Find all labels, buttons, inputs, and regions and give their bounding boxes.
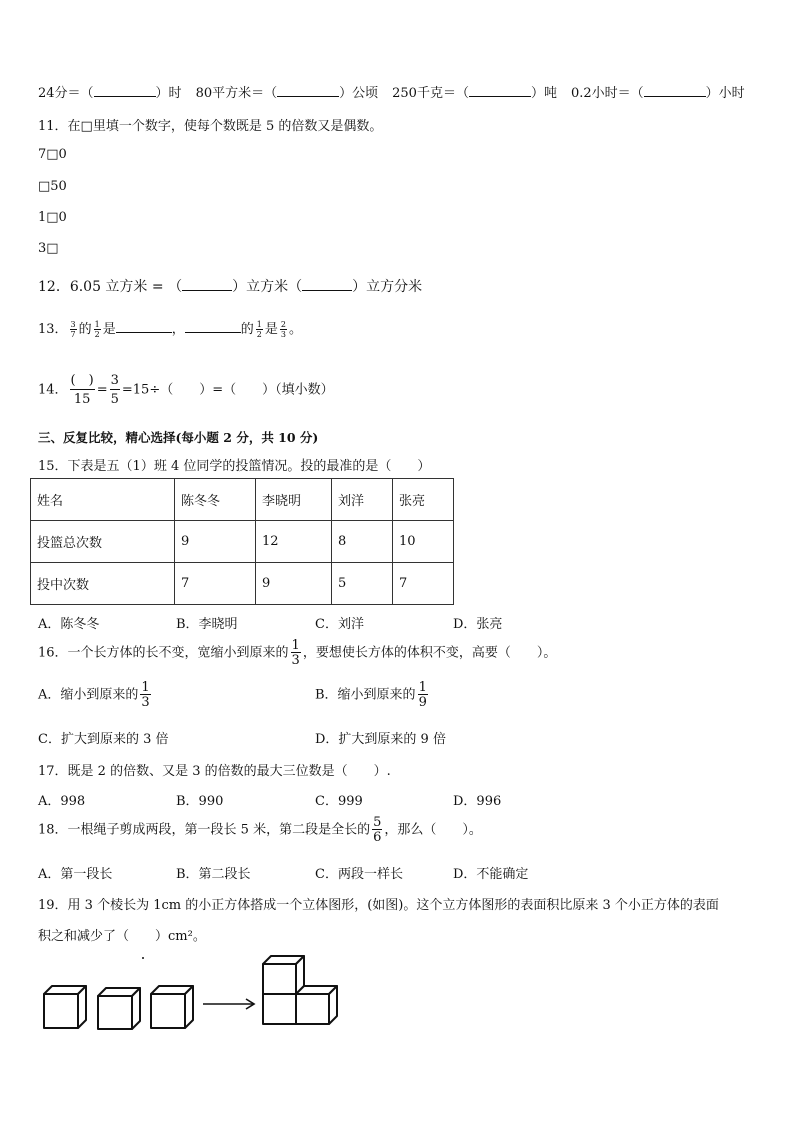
table-cell: 8 (332, 521, 393, 563)
option-b[interactable]: B．第二段长 (176, 867, 251, 882)
question-11: 11．在□里填一个数字，使每个数既是 5 的倍数又是偶数。 (38, 119, 383, 134)
fraction: $\frac{1}{2}$ (256, 319, 262, 339)
answer-blank[interactable] (185, 332, 241, 333)
answer-blank[interactable] (302, 290, 352, 291)
option-b[interactable]: B．990 (176, 794, 224, 809)
question-15: 15．下表是五（1）班 4 位同学的投篮情况。投的最准的是（ ） (38, 459, 431, 474)
q13-text: 是 (102, 322, 116, 337)
option-d[interactable]: D．996 (453, 794, 502, 809)
option-b[interactable]: B．李晓明 (176, 617, 238, 632)
table-cell: 投篮总次数 (31, 521, 175, 563)
q18-text-end: ，那么（ ）。 (384, 822, 482, 838)
option-a[interactable]: A．998 (38, 794, 86, 809)
question-12 (38, 276, 422, 296)
option-a[interactable] (38, 681, 153, 709)
option-a[interactable]: A．陈冬冬 (38, 617, 100, 632)
fraction: $\frac{1}{3}$ (291, 638, 300, 668)
q16-text: 16．一个长方体的长不变，宽缩小到原来的 (38, 645, 289, 661)
question-14 (38, 374, 334, 406)
q13-number: 13． (38, 322, 68, 337)
option-c[interactable]: C．扩大到原来的 3 倍 (38, 732, 169, 747)
fraction: $\frac{3}{7}$ (70, 319, 76, 339)
answer-blank[interactable] (644, 96, 706, 97)
conv-hours-unit: ）时 (155, 86, 182, 101)
answer-blank[interactable] (182, 290, 232, 291)
table-cell: 7 (175, 563, 256, 605)
conv-weight-label: 250千克＝（ (392, 86, 469, 101)
shooting-table (30, 478, 454, 605)
option-c[interactable]: C．两段一样长 (315, 867, 403, 882)
equals-sign: = (96, 382, 108, 398)
question-19: 19．用 3 个棱长为 1cm 的小正方体搭成一个立体图形，(如图)。这个立方体图形的表面积比原来 3 个小正方体的表面 (38, 898, 719, 913)
fraction: $\frac{1}{3}$ (141, 680, 150, 710)
table-row (31, 479, 454, 521)
question-17: 17．既是 2 的倍数、又是 3 的倍数的最大三位数是（ ）. (38, 764, 391, 779)
answer-blank[interactable] (116, 332, 172, 333)
fraction: $\frac{1}{2}$ (94, 319, 100, 339)
q16-text-end: ，要想使长方体的体积不变，高要（ ）。 (302, 645, 557, 661)
dot-mark (142, 957, 144, 959)
fraction: $\frac{1}{9}$ (418, 680, 427, 710)
q13-text: 的 (78, 322, 92, 337)
q11-item: □50 (38, 179, 67, 194)
option-d[interactable]: D．张亮 (453, 617, 503, 632)
table-cell: 12 (256, 521, 332, 563)
option-d[interactable]: D．扩大到原来的 9 倍 (315, 732, 446, 747)
q18-text: 18．一根绳子剪成两段，第一段长 5 米，第二段是全长的 (38, 822, 371, 838)
option-a[interactable]: A．第一段长 (38, 867, 113, 882)
conv-area-label: 80平方米＝（ (195, 86, 278, 101)
fraction: $\frac{2}{3}$ (280, 319, 286, 339)
section-heading: 三、反复比较，精心选择(每小题 2 分，共 10 分) (38, 430, 319, 445)
table-cell: 5 (332, 563, 393, 605)
q13-text: 的 (240, 322, 254, 337)
table-cell: 张亮 (393, 479, 454, 521)
combined-cubes-icon (263, 956, 337, 1024)
cube-icon (44, 986, 86, 1028)
table-cell: 9 (175, 521, 256, 563)
q12-text: 12．6.05 立方米 = （ (38, 279, 183, 295)
conversion-line (38, 82, 745, 101)
q11-item: 7□0 (38, 147, 67, 162)
fraction: $\frac{3}{5}$ (110, 373, 119, 407)
q13-text: 是 (264, 322, 278, 337)
table-cell: 姓名 (31, 479, 175, 521)
table-cell: 刘洋 (332, 479, 393, 521)
option-b[interactable] (315, 681, 430, 709)
conv-time-unit: ）小时 (705, 86, 745, 101)
fraction: $\frac{5}{6}$ (373, 815, 382, 845)
option-label: B．缩小到原来的 (315, 687, 416, 703)
question-18 (38, 816, 482, 844)
q11-item: 1□0 (38, 210, 67, 225)
q14-text: =15÷（ ）=（ ）（填小数） (121, 382, 334, 398)
table-cell: 陈冬冬 (175, 479, 256, 521)
option-d[interactable]: D．不能确定 (453, 867, 529, 882)
table-row (31, 521, 454, 563)
table-cell: 投中次数 (31, 563, 175, 605)
q11-item: 3□ (38, 241, 59, 256)
option-label: A．缩小到原来的 (38, 687, 139, 703)
table-cell: 7 (393, 563, 454, 605)
cube-icon (151, 986, 193, 1028)
table-cell: 10 (393, 521, 454, 563)
answer-blank[interactable] (277, 96, 339, 97)
fraction: $\frac{( )}{15}$ (70, 373, 94, 407)
question-19-cont: 积之和减少了（ ）cm²。 (38, 929, 206, 944)
conv-hours-label: 24分＝（ (38, 86, 94, 101)
question-16 (38, 639, 556, 667)
option-c[interactable]: C．999 (315, 794, 363, 809)
arrow-icon (203, 999, 254, 1009)
table-row (31, 563, 454, 605)
conv-weight-unit: ）吨 (530, 86, 557, 101)
q12-text-mid: ）立方米（ (232, 279, 303, 295)
answer-blank[interactable] (94, 96, 156, 97)
answer-blank[interactable] (469, 96, 531, 97)
conv-area-unit: ）公顷 (339, 86, 379, 101)
q13-end: 。 (289, 322, 303, 337)
conv-time-label: 0.2小时＝（ (570, 86, 644, 101)
q13-sep: ， (171, 322, 185, 337)
cubes-figure (40, 952, 350, 1032)
table-cell: 9 (256, 563, 332, 605)
question-13 (38, 318, 302, 339)
q14-number: 14． (38, 382, 68, 398)
table-cell: 李晓明 (256, 479, 332, 521)
cube-icon (98, 988, 140, 1029)
q12-text-end: ）立方分米 (352, 279, 423, 295)
option-c[interactable]: C．刘洋 (315, 617, 364, 632)
